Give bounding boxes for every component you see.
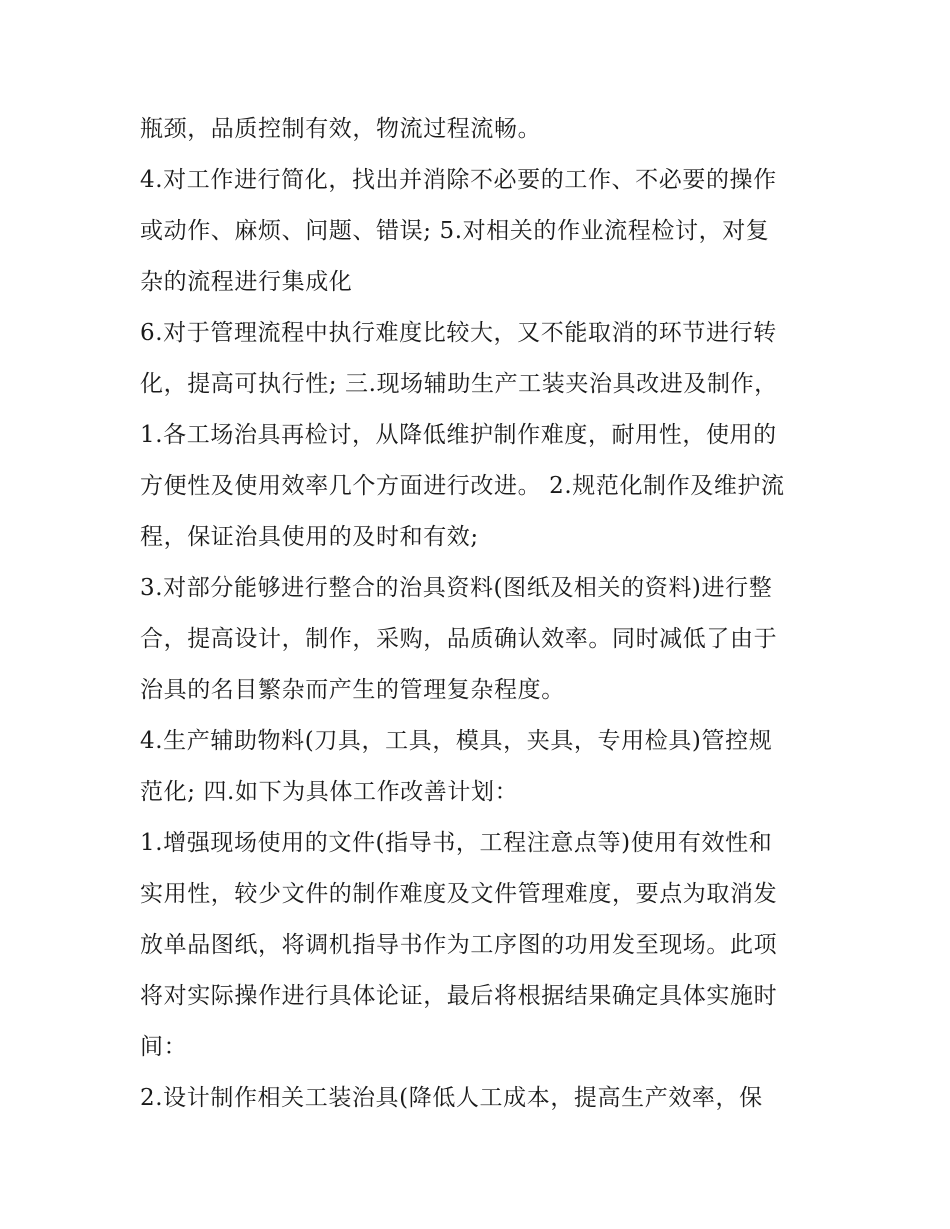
text-line: 4.对工作进行简化，找出并消除不必要的工作、不必要的操作 xyxy=(140,167,777,193)
text-line: 6.对于管理流程中执行难度比较大，又不能取消的环节进行转 xyxy=(140,320,777,346)
text-line: 或动作、麻烦、问题、错误; 5.对相关的作业流程检讨，对复 xyxy=(140,218,770,244)
text-line: 实用性，较少文件的制作难度及文件管理难度，要点为取消发 xyxy=(140,881,778,907)
text-line: 合，提高设计，制作，采购，品质确认效率。同时减低了由于 xyxy=(140,626,778,652)
text-line: 2.设计制作相关工装治具(降低人工成本，提高生产效率，保 xyxy=(140,1085,763,1111)
text-line: 程，保证治具使用的及时和有效; xyxy=(140,524,479,550)
text-line: 方便性及使用效率几个方面进行改进。 2.规范化制作及维护流 xyxy=(140,473,785,499)
text-line: 化，提高可执行性; 三.现场辅助生产工装夹治具改进及制作， xyxy=(140,371,778,397)
text-line: 1.各工场治具再检讨，从降低维护制作难度，耐用性，使用的 xyxy=(140,422,777,448)
text-line: 治具的名目繁杂而产生的管理复杂程度。 xyxy=(140,677,565,703)
text-line: 将对实际操作进行具体论证，最后将根据结果确定具体实施时 xyxy=(140,983,778,1009)
text-line: 1.增强现场使用的文件(指导书，工程注意点等)使用有效性和 xyxy=(140,830,773,856)
text-line: 杂的流程进行集成化 xyxy=(140,269,353,295)
text-line: 3.对部分能够进行整合的治具资料(图纸及相关的资料)进行整 xyxy=(140,575,773,601)
text-line: 4.生产辅助物料(刀具，工具，模具，夹具，专用检具)管控规 xyxy=(140,728,773,754)
text-line: 范化; 四.如下为具体工作改善计划： xyxy=(140,779,519,805)
text-line: 瓶颈，品质控制有效，物流过程流畅。 xyxy=(140,116,542,142)
text-line: 间： xyxy=(140,1034,188,1060)
text-line: 放单品图纸，将调机指导书作为工序图的功用发至现场。此项 xyxy=(140,932,778,958)
